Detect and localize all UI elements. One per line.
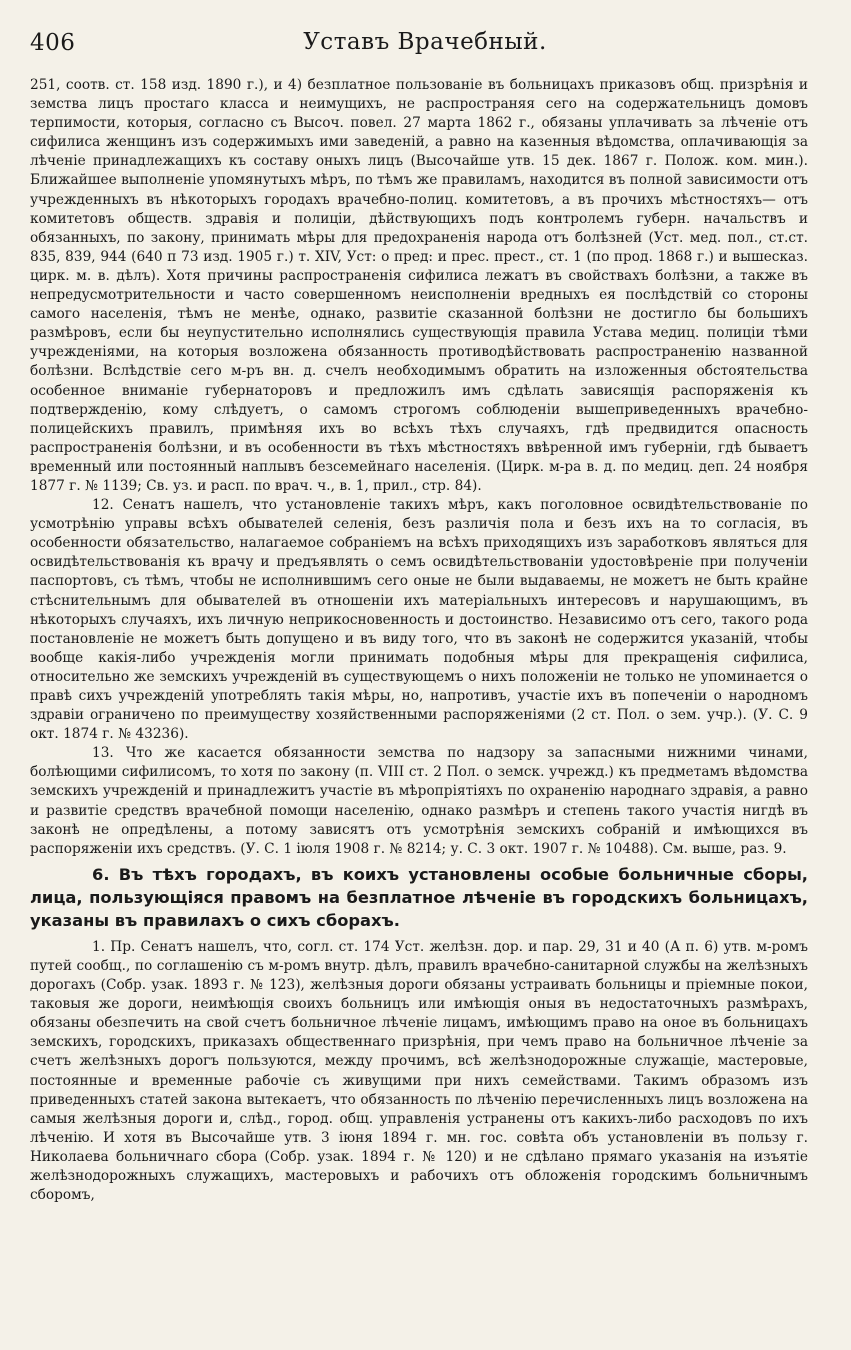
section-heading: 6. Въ тѣхъ городахъ, въ коихъ установлены особые больничные сборы, лица, пользующіяся правомъ на безплатное лѣченіе въ городскихъ больницахъ, указаны въ правилахъ о сихъ сборахъ. — [30, 864, 808, 930]
paragraph-12: 12. Сенатъ нашелъ, что установленіе такихъ мѣръ, какъ поголовное освидѣтельствованіе по усмотрѣнію управы всѣхъ обывателей селенія, безъ различія пола и безъ ихъ на то согласія, въ особенности обязательство, налагаемое собраніемъ на всѣхъ приходящихъ изъ заработковъ являться для освидѣтельствованія къ врачу и предъявлять о семъ освидѣтельствованіи удостовѣреніе при полученіи паспортовъ, съ тѣмъ, чтобы не исполнившимъ сего оные не были выдаваемы, не можетъ не быть крайне стѣснительнымъ для обывателей въ отношеніи ихъ матеріальныхъ интересовъ и нарушающимъ, въ нѣкоторыхъ случаяхъ, ихъ личную неприкосновенность и достоинство. Независимо отъ сего, такого рода постановленіе не можетъ быть допущено и въ виду того, что въ законѣ не содержится указаній, чтобы вообще какія-либо учрежденія могли принимать подобныя мѣры для прекращенія сифилиса, относительно же земскихъ учрежденій въ существующемъ о нихъ положеніи не только не упоминается о правѣ сихъ учрежденій употреблять такія мѣры, но, напротивъ, участіе ихъ въ попеченіи о народномъ здравіи ограничено по преимуществу хозяйственными распоряженіями (2 ст. Пол. о зем. учр.). (У. С. 9 окт. 1874 г. № 43236). — [30, 497, 808, 743]
page-number: 406 — [30, 30, 76, 56]
document-body — [30, 76, 808, 1205]
paragraph-1: 1. Пр. Сенатъ нашелъ, что, согл. ст. 174 Уст. желѣзн. дор. и пар. 29, 31 и 40 (А п. 6) утв. м-ромъ путей сообщ., по соглашенію съ м-ромъ внутр. дѣлъ, правилъ врачебно-санитарной службы на желѣзныхъ дорогахъ (Собр. узак. 1893 г. № 123), желѣзныя дороги обязаны устраивать больницы и пріемные покои, таковыя же дороги, неимѣющія своихъ больницъ или имѣющія оныя въ недостаточныхъ размѣрахъ, обязаны обезпечить на свой счетъ больничное лѣченіе лицамъ, имѣющимъ право на оное въ больницахъ земскихъ, городскихъ, приказахъ общественнаго призрѣнія, при чемъ право на больничное лѣченіе за счетъ желѣзныхъ дорогъ пользуются, между прочимъ, всѣ желѣзнодорожные служащіе, мастеровые, постоянные и временные рабочіе съ живущими при нихъ семействами. Такимъ образомъ изъ приведенныхъ статей закона вытекаетъ, что обязанность по лѣченію перечисленныхъ лицъ возложена на самыя желѣзныя дороги и, слѣд., город. общ. управленія устранены отъ какихъ-либо расходовъ по ихъ лѣченію. И хотя въ Высочайше утв. 3 іюня 1894 г. мн. гос. совѣта объ установленіи въ пользу г. Николаева больничнаго сбора (Собр. узак. 1894 г. № 120) и не сдѣлано прямаго указанія на изъятіе желѣзнодорожныхъ служащихъ, мастеровыхъ и рабочихъ отъ обложенія городскимъ больничнымъ сборомъ, — [30, 938, 808, 1204]
paragraph-13: 13. Что же касается обязанности земства по надзору за запасными нижними чинами, болѣющими сифилисомъ, то хотя по закону (п. VIII ст. 2 Пол. о земск. учрежд.) къ предметамъ вѣдомства земскихъ учрежденій и принадлежитъ участіе въ мѣропріятіяхъ по охраненію народнаго здравія, а равно и развитіе средствъ врачебной помощи населенію, однако размѣръ и степень такого участія нигдѣ въ законѣ не опредѣлены, а потому зависятъ отъ усмотрѣнія земскихъ собраній и имѣющихся въ распоряженіи ихъ средствъ. (У. С. 1 іюля 1908 г. № 8214; у. С. 3 окт. 1907 г. № 10488). См. выше, раз. 9. — [30, 745, 808, 857]
page-header — [30, 26, 820, 66]
paragraph-continuation: 251, соотв. ст. 158 изд. 1890 г.), и 4) безплатное пользованіе въ больницахъ приказовъ общ. призрѣнія и земства лицъ простаго класса и неимущихъ, не распространяя сего на содержательницъ домовъ терпимости, которыя, согласно съ Высоч. повел. 27 марта 1862 г., обязаны уплачивать за лѣченіе отъ сифилиса женщинъ изъ содержимыхъ ими заведеній, а равно на казенныя вѣдомства, оплачивающія за лѣченіе принадлежащихъ къ составу оныхъ лицъ (Высочайше утв. 15 дек. 1867 г. Полож. ком. мин.). Ближайшее выполненіе упомянутыхъ мѣръ, по тѣмъ же правиламъ, находится въ полной зависимости отъ учрежденныхъ въ нѣкоторыхъ городахъ врачебно-полиц. комитетовъ, а въ прочихъ мѣстностяхъ— отъ комитетовъ обществ. здравія и полиціи, дѣйствующихъ подъ контролемъ губерн. начальствъ и обязанныхъ, по закону, принимать мѣры для предохраненія народа отъ болѣзней (Уст. мед. пол., ст.ст. 835, 839, 944 (640 п 73 изд. 1905 г.) т. XIV, Уст: о пред: и прес. прест., ст. 1 (по прод. 1868 г.) и вышесказ. цирк. м. в. дѣлъ). Хотя причины распространенія сифилиса лежатъ въ свойствахъ болѣзни, а также въ непредусмотрительности и часто совершенномъ неисполненіи вредныхъ ея послѣдствій со стороны самого населенія, тѣмъ не менѣе, однако, развитіе сказанной болѣзни не достигло бы большихъ размѣровъ, если бы неупустительно исполнялись существующія правила Устава медиц. полиціи тѣми учрежденіями, на которыя возложена обязанность противодѣйствовать распространенію названной болѣзни. Вслѣдствіе сего м-ръ вн. д. счелъ необходимымъ обратить на изложенныя обстоятельства особенное вниманіе губернаторовъ и предложилъ имъ сдѣлать зависящія распоряженія къ подтвержденію, кому слѣдуетъ, о самомъ строгомъ соблюденіи вышеприведенныхъ врачебно-полицейскихъ правилъ, примѣняя ихъ во всѣхъ тѣхъ случаяхъ, гдѣ предвидится опасность распространенія болѣзни, и въ особенности въ тѣхъ мѣстностяхъ ввѣренной имъ губерніи, гдѣ бываетъ временный или постоянный наплывъ безсемейнаго населенія. (Цирк. м-ра в. д. по медиц. деп. 24 ноября 1877 г. № 1139; Св. уз. и расп. по врач. ч., в. 1, прил., стр. 84). — [30, 77, 808, 494]
running-title: Уставъ Врачебный. — [303, 29, 547, 55]
